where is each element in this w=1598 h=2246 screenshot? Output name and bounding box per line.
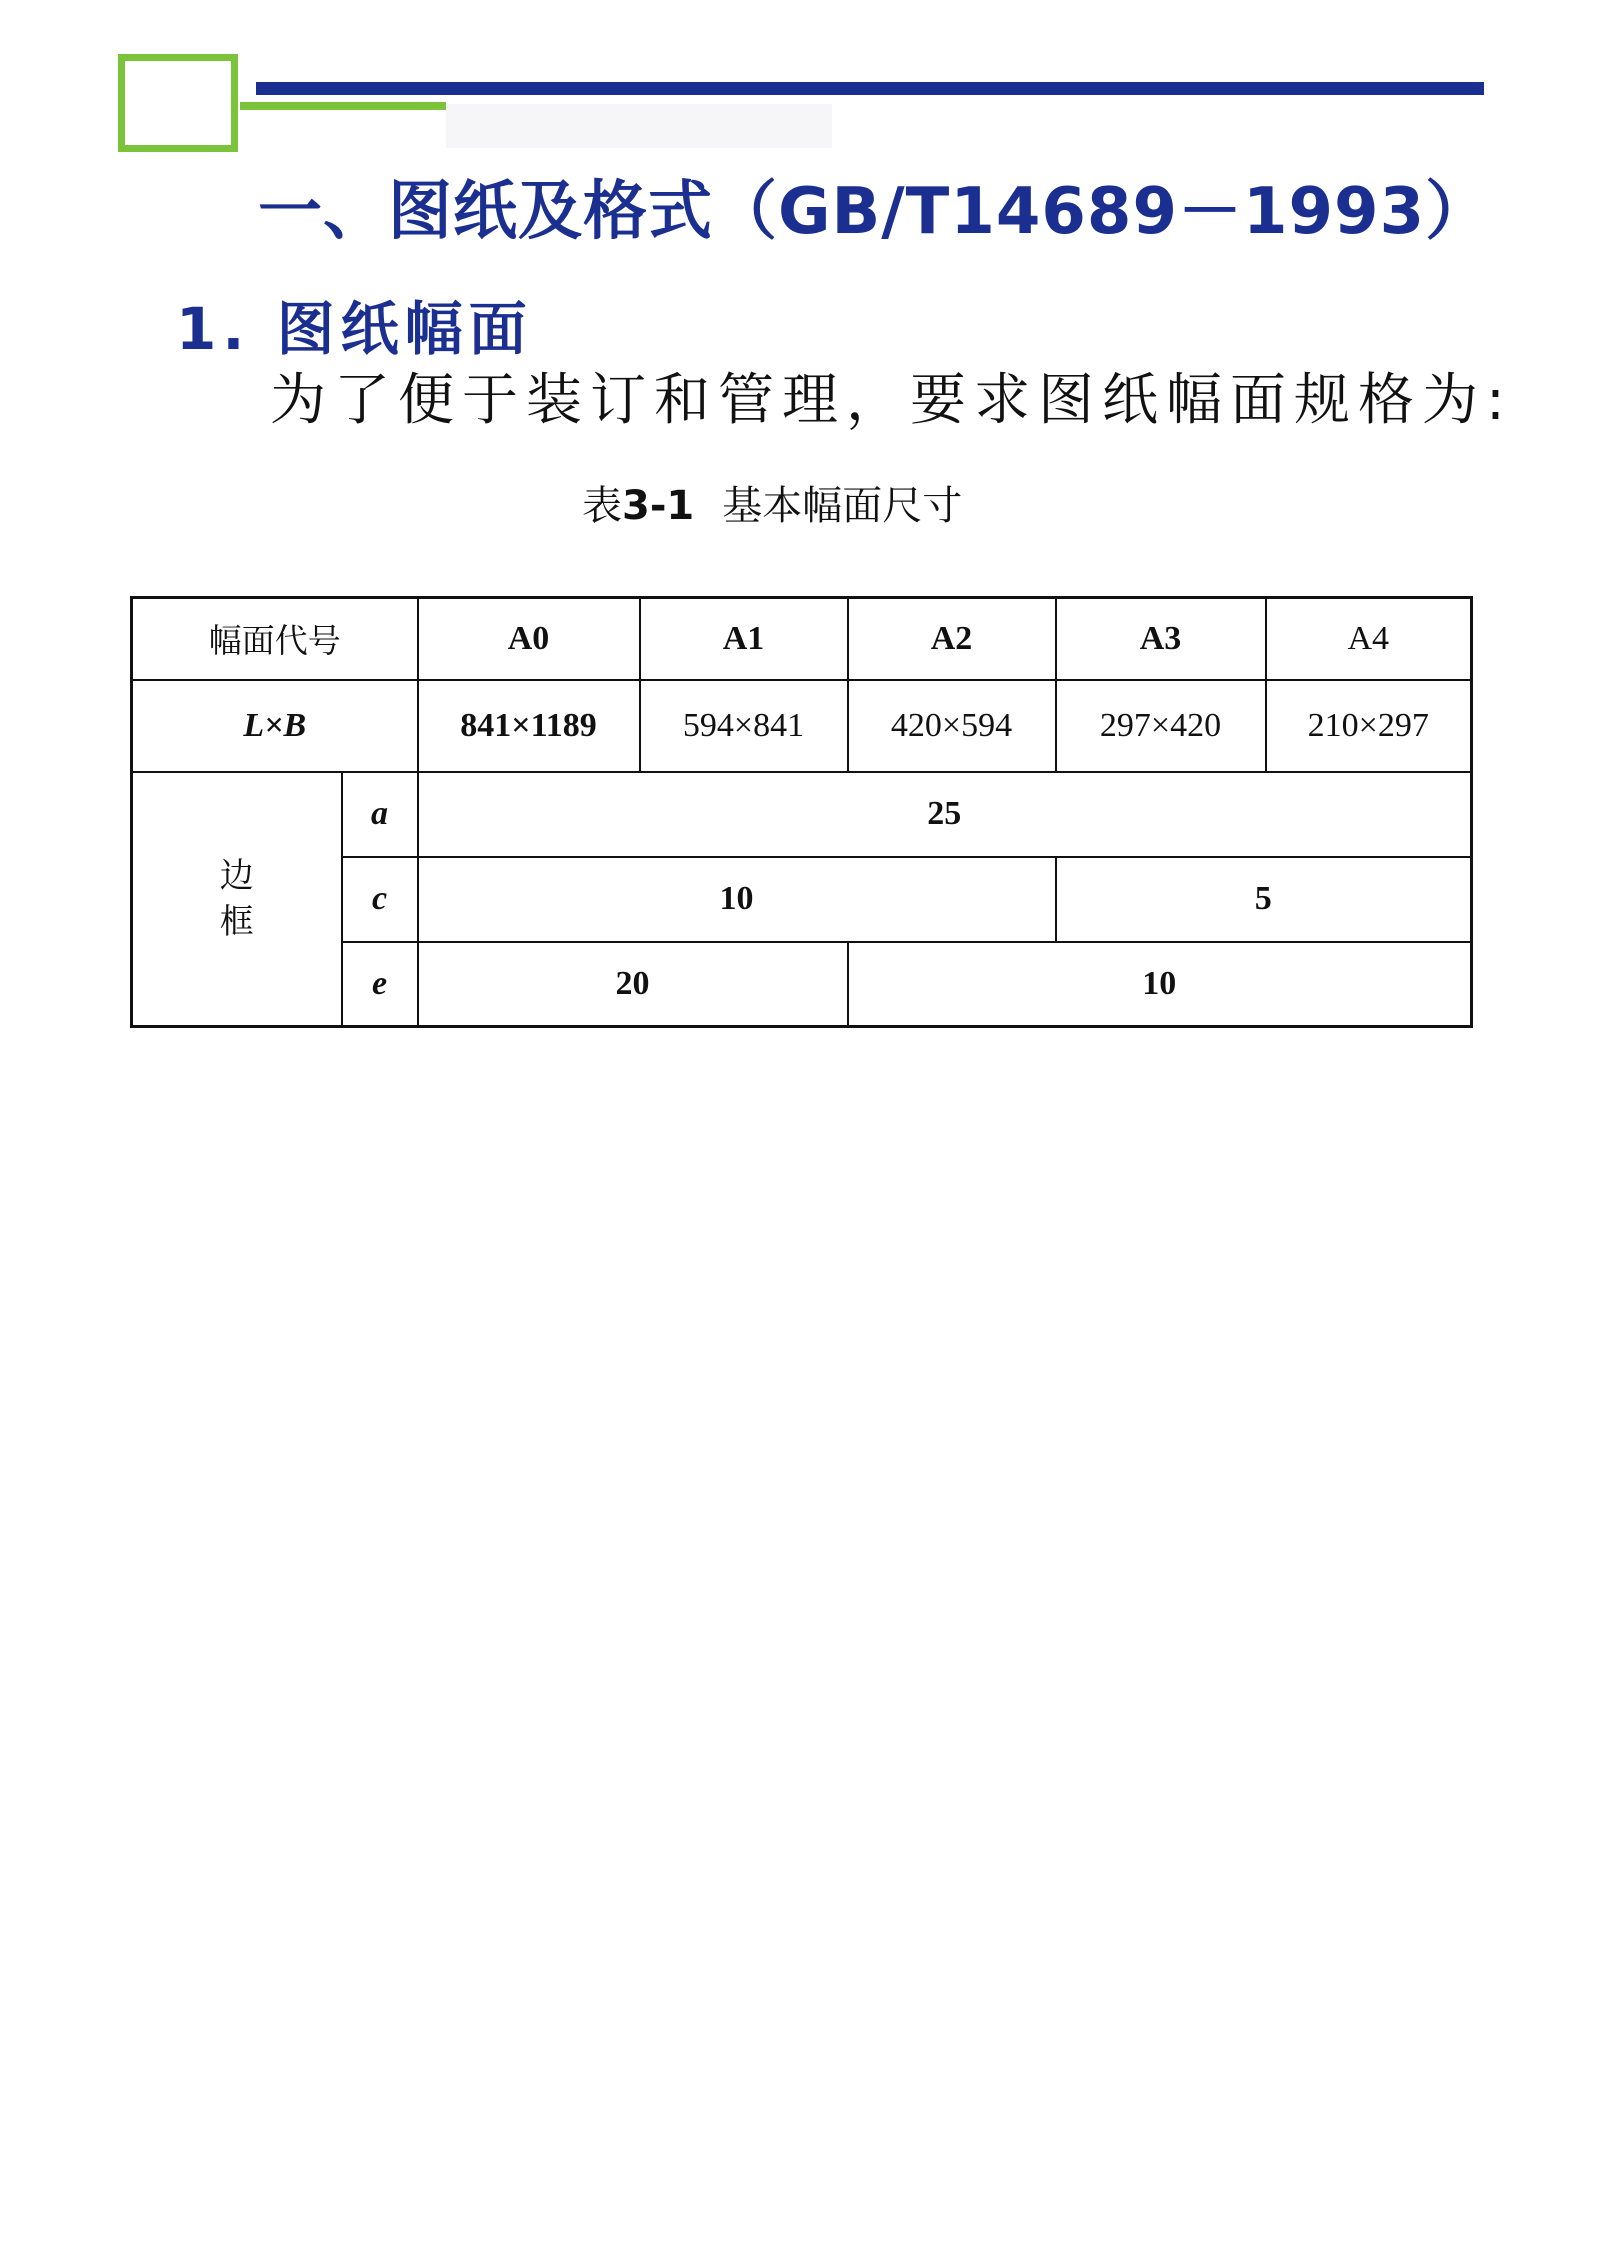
c-label-cell: c: [342, 857, 418, 942]
border-label-line2: 框: [219, 901, 254, 942]
size-a1-cell: A1: [640, 598, 848, 680]
dims-a4-cell: 210×297: [1266, 680, 1472, 772]
header-decoration-green-line: [240, 102, 446, 110]
border-label-cell: [132, 772, 342, 1027]
size-a3-cell: A3: [1056, 598, 1266, 680]
paper-size-table: [130, 596, 1473, 1028]
dims-a3-cell: 297×420: [1056, 680, 1266, 772]
e-value-large-cell: 20: [418, 942, 848, 1027]
size-a4-cell: A4: [1266, 598, 1472, 680]
dims-a2-cell: 420×594: [848, 680, 1056, 772]
page-title: 一、图纸及格式（GB/T14689－1993）: [258, 175, 1491, 249]
header-decoration-shade: [446, 104, 832, 148]
header-decoration-square: [118, 54, 238, 152]
dims-a0-cell: 841×1189: [418, 680, 640, 772]
table-caption-prefix: 表: [582, 483, 622, 529]
size-a0-cell: A0: [418, 598, 640, 680]
table-row-a: [132, 772, 1472, 857]
e-value-small-cell: 10: [848, 942, 1472, 1027]
table-caption-number: 3-1: [622, 483, 695, 529]
a-label-cell: a: [342, 772, 418, 857]
header-decoration-blue-line: [256, 82, 1484, 95]
a-value-cell: 25: [418, 772, 1472, 857]
table-caption: [582, 474, 962, 531]
e-label-cell: e: [342, 942, 418, 1027]
dims-label-cell: L×B: [132, 680, 418, 772]
table-row-size-codes: [132, 598, 1472, 680]
table-row-dimensions: [132, 680, 1472, 772]
c-value-small-cell: 5: [1056, 857, 1472, 942]
table-caption-title: 基本幅面尺寸: [722, 483, 963, 529]
section-text: 为了便于装订和管理，要求图纸幅面规格为:: [270, 368, 1513, 433]
dims-a1-cell: 594×841: [640, 680, 848, 772]
border-label-line1: 边: [219, 855, 254, 896]
c-value-large-cell: 10: [418, 857, 1056, 942]
header-label-cell: 幅面代号: [132, 598, 418, 680]
size-a2-cell: A2: [848, 598, 1056, 680]
section-title: 1. 图纸幅面: [176, 295, 533, 363]
